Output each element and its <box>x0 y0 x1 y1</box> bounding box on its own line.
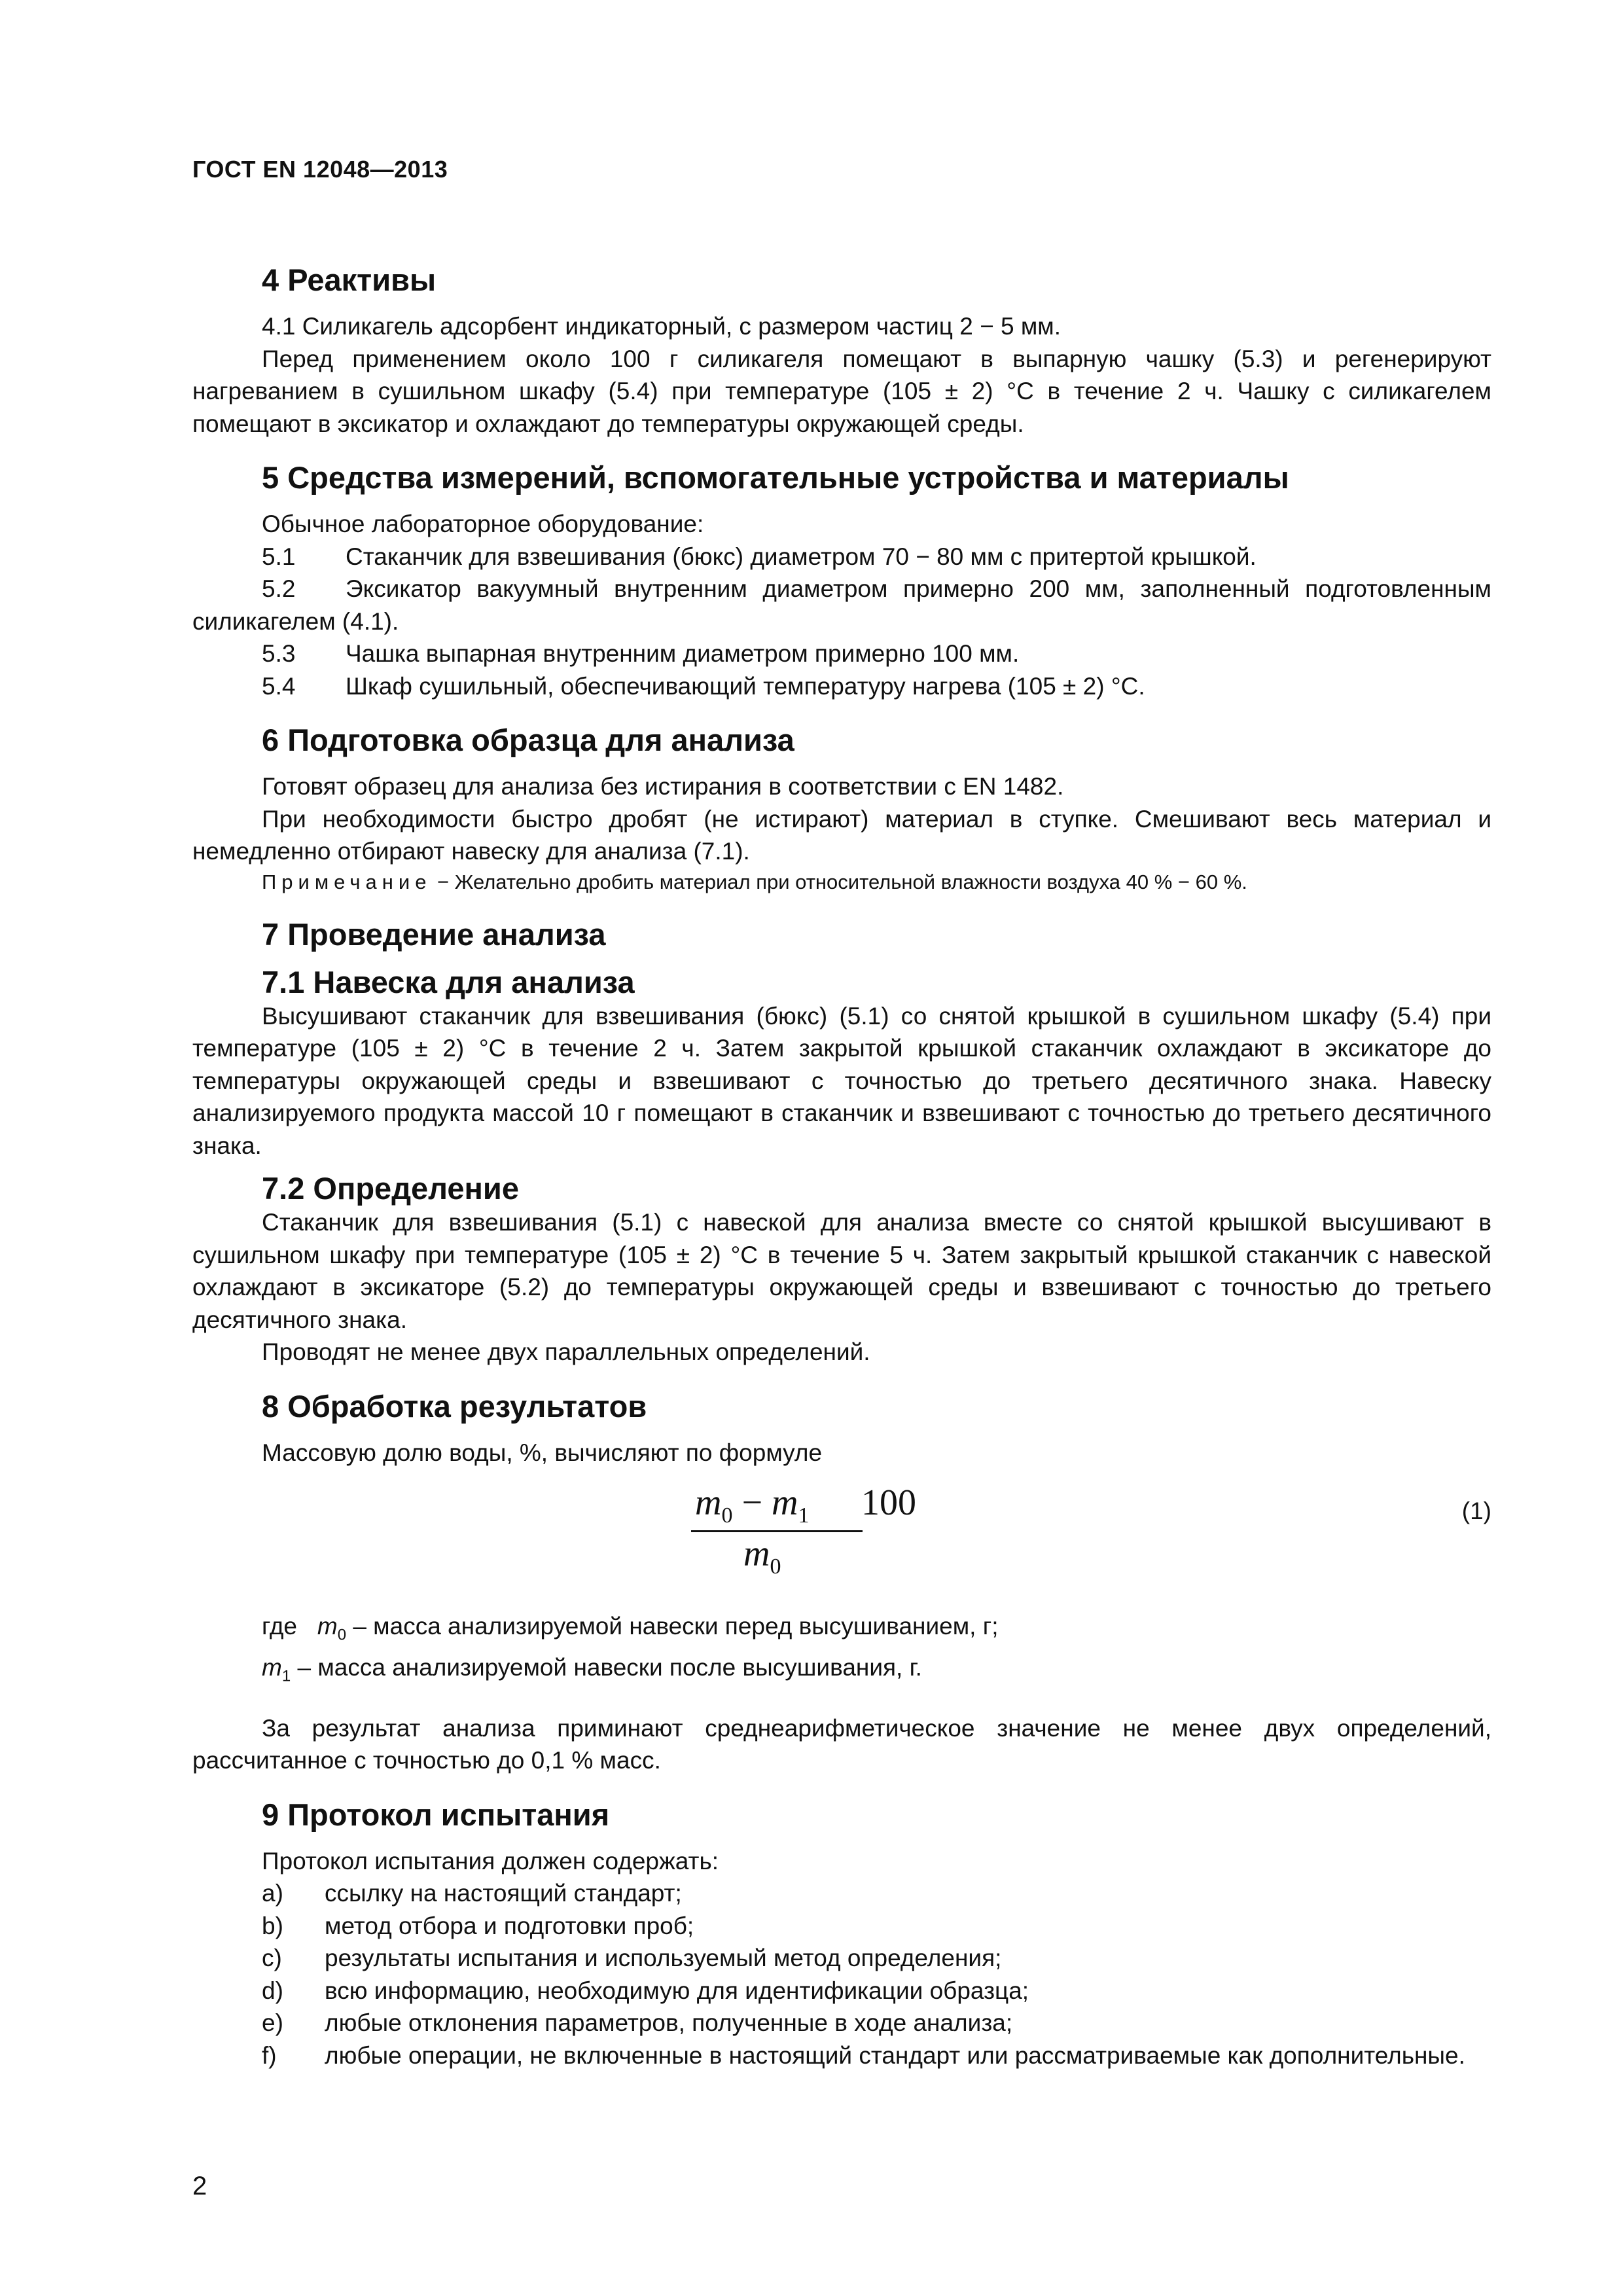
list-item: a) ссылку на настоящий стандарт; <box>262 1880 682 1907</box>
list-item <box>192 637 1491 670</box>
item-text: Стаканчик для взвешивания (бюкс) диаметром 70 − 80 мм с притертой крышкой. <box>346 543 1257 570</box>
formula-denominator: $m_0$ <box>743 1534 781 1579</box>
item-text: Эксикатор вакуумный внутренним диаметром примерно 200 мм, заполненный подготовленным силикагелем (4.1). <box>192 575 1491 635</box>
section-9-heading: 9 Протокол испытания <box>262 1797 610 1832</box>
protocol-intro: Протокол испытания должен содержать: <box>262 1847 719 1874</box>
list-item <box>192 670 1491 703</box>
section-7-heading: 7 Проведение анализа <box>262 916 606 952</box>
item-number: 5.1 <box>262 543 296 570</box>
note-label: Примечание <box>262 870 432 893</box>
list-item <box>192 541 1491 573</box>
section-8-heading: 8 Обработка результатов <box>262 1388 647 1424</box>
list-item: f) любые операции, не включенные в настоящий стандарт или рассматриваемые как дополнительные. <box>262 2041 1465 2069</box>
section-7-2-text: Стаканчик для взвешивания (5.1) с навеской для анализа вместе со снятой крышкой высушивают в сушильном шкафу при температуре (105 ± 2) °С в течение 5 ч. Затем закрытый крышкой стаканчик с навеской охлаждают в эксикаторе (5.2) до температуры окружающей среды и взвешивают с точностью до третьего десятичного знака. <box>192 1209 1491 1333</box>
equation-number: (1) <box>1461 1498 1491 1524</box>
section-4-paragraph: Перед применением около 100 г силикагеля помещают в выпарную чашку (5.3) и регенерируют нагреванием в сушильном шкафу (5.4) при температуре (105 ± 2) °С в течение 2 ч. Чашку с силикагелем помещают в эксикатор и охлаждают до температуры окружающей среды. <box>192 345 1491 437</box>
section-5-intro: Обычное лабораторное оборудование: <box>262 511 704 537</box>
list-item: e) любые отклонения параметров, полученные в ходе анализа; <box>262 2009 1013 2037</box>
list-item: c) результаты испытания и используемый метод определения; <box>262 1945 1002 1972</box>
result-paragraph: За результат анализа приминают среднеарифметическое значение не менее двух определений, рассчитанное с точностью до 0,1 % масс. <box>192 1714 1491 1774</box>
section-6-heading: 6 Подготовка образца для анализа <box>262 723 794 757</box>
item-text: Чашка выпарная внутренним диаметром примерно 100 мм. <box>346 640 1020 667</box>
formula-1 <box>192 1473 1491 1584</box>
section-5-heading: 5 Средства измерений, вспомогательные устройства и материалы <box>262 460 1289 495</box>
page-header: ГОСТ EN 12048—2013 <box>192 156 448 183</box>
page-body <box>192 262 1491 2072</box>
list-item: b) метод отбора и подготовки проб; <box>262 1912 694 1939</box>
item-number: 5.2 <box>262 575 296 602</box>
section-4-heading: 4 Реактивы <box>262 262 437 297</box>
note-text: − Желательно дробить материал при относительной влажности воздуха 40 % − 60 %. <box>431 870 1247 893</box>
section-7-2-heading: 7.2 Определение <box>262 1171 519 1206</box>
fraction-bar <box>691 1530 863 1532</box>
item-number: 5.4 <box>262 672 296 700</box>
protocol-list <box>192 1845 1491 2072</box>
list-item: d) всю информацию, необходимую для идентификации образца; <box>262 1977 1029 2004</box>
list-item <box>192 573 1491 637</box>
section-6-p2: При необходимости быстро дробят (не истирают) материал в ступке. Смешивают весь материал и немедленно отбирают навеску для анализа (7.1). <box>192 805 1491 865</box>
item-number: 5.3 <box>262 640 296 667</box>
section-7-2-text-2: Проводят не менее двух параллельных определений. <box>262 1338 870 1365</box>
formula-numerator: $m_0 - m_1$ <box>695 1482 810 1528</box>
page-number: 2 <box>192 2172 207 2200</box>
formula-factor: 100 <box>861 1482 916 1523</box>
item-text: Шкаф сушильный, обеспечивающий температуру нагрева (105 ± 2) °С. <box>346 672 1145 700</box>
section-7-1-text: Высушивают стаканчик для взвешивания (бюкс) (5.1) со снятой крышкой в сушильном шкафу (5.4) при температуре (105 ± 2) °С в течение 2 ч. Затем закрытой крышкой стаканчик охлаждают в эксикаторе до температуры окружающей среды и взвешивают с точностью до третьего десятичного знака. Навеску анализируемого продукта массой 10 г помещают в стаканчик и взвешивают с точностью до третьего десятичного знака. <box>192 1002 1491 1159</box>
formula-intro: Массовую долю воды, %, вычисляют по формуле <box>262 1439 823 1466</box>
section-6-p1: Готовят образец для анализа без истирания в соответствии с EN 1482. <box>262 773 1064 800</box>
where-line-2: $m_1$ – масса анализируемой навески после высушивания, г. <box>262 1653 922 1685</box>
section-4-1-text: 4.1 Силикагель адсорбент индикаторный, с размером частиц 2 − 5 мм. <box>262 313 1061 340</box>
where-line-1: где $m_0$ – масса анализируемой навески перед высушиванием, г; <box>262 1613 999 1644</box>
section-7-1-heading: 7.1 Навеска для анализа <box>262 964 635 999</box>
note <box>192 868 1491 897</box>
